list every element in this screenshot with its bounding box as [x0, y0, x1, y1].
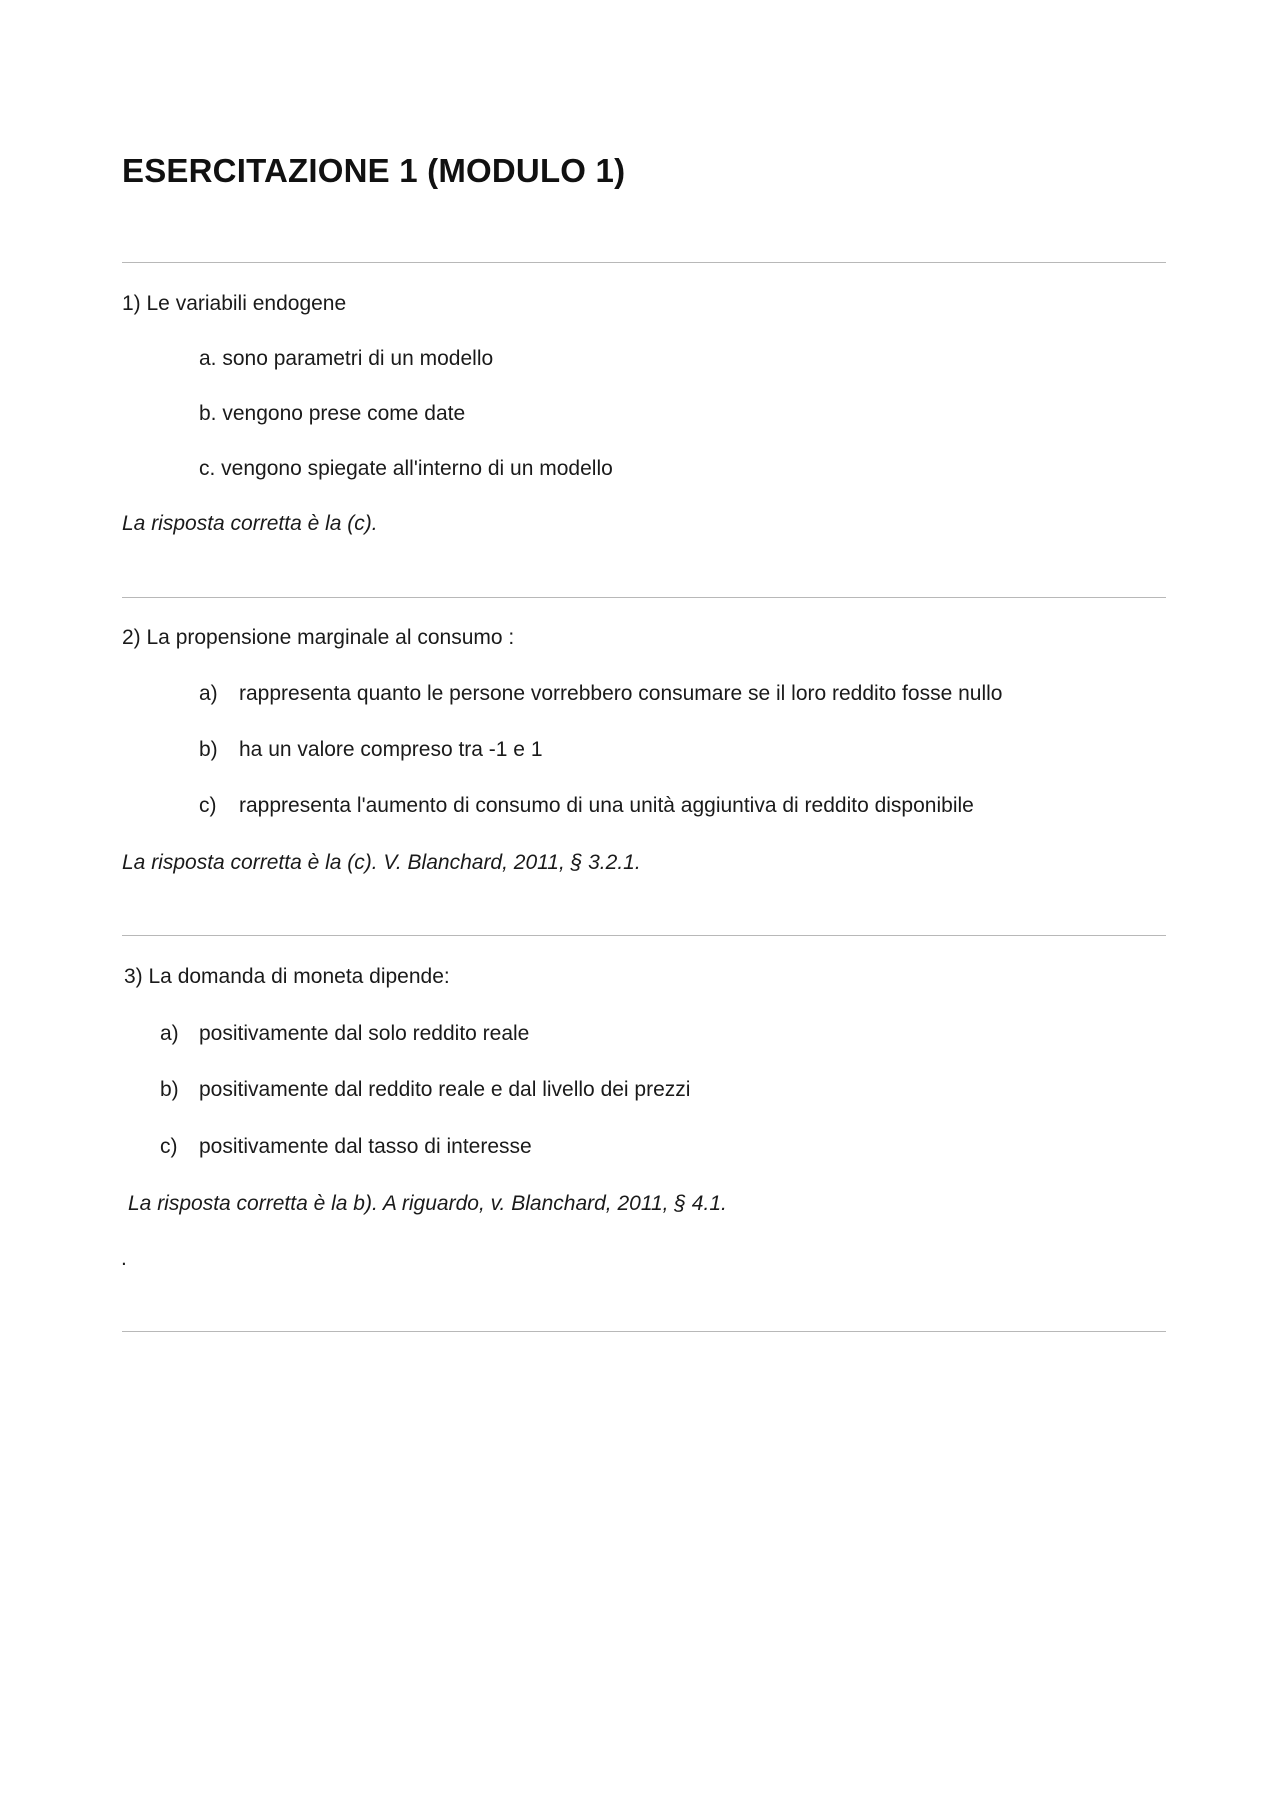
question-3-option-b-marker: b) [160, 1078, 179, 1101]
question-3-text: 3) La domanda di moneta dipende: [124, 965, 450, 988]
question-2-option-c: rappresenta l'aumento di consumo di una unità aggiuntiva di reddito disponibile [239, 794, 974, 817]
question-3-answer: La risposta corretta è la b). A riguardo, v. Blanchard, 2011, § 4.1. [128, 1192, 727, 1215]
question-2-option-b: ha un valore compreso tra -1 e 1 [239, 738, 543, 761]
question-1-answer: La risposta corretta è la (c). [122, 512, 378, 535]
question-1-text: 1) Le variabili endogene [122, 292, 347, 315]
question-1-option-c: c. vengono spiegate all'interno di un modello [199, 457, 613, 480]
question-2-option-b-marker: b) [199, 738, 218, 761]
question-3-option-a: positivamente dal solo reddito reale [199, 1022, 530, 1045]
question-3-option-a-marker: a) [160, 1022, 179, 1045]
question-2-option-c-marker: c) [199, 794, 217, 817]
question-3-option-c-marker: c) [160, 1135, 178, 1158]
question-3-option-b: positivamente dal reddito reale e dal livello dei prezzi [199, 1078, 691, 1101]
question-2-option-a-marker: a) [199, 682, 218, 705]
question-1-option-b: b. vengono prese come date [199, 402, 466, 425]
trailing-period: . [121, 1247, 127, 1270]
page-title: ESERCITAZIONE 1 (MODULO 1) [122, 152, 626, 189]
divider [122, 1331, 1166, 1332]
divider [122, 935, 1166, 936]
question-2-option-a: rappresenta quanto le persone vorrebbero consumare se il loro reddito fosse nullo [239, 682, 1003, 705]
divider [122, 597, 1166, 598]
question-1-option-a: a. sono parametri di un modello [199, 347, 494, 370]
divider [122, 262, 1166, 263]
question-3-option-c: positivamente dal tasso di interesse [199, 1135, 532, 1158]
question-2-answer: La risposta corretta è la (c). V. Blanchard, 2011, § 3.2.1. [122, 851, 641, 874]
question-2-text: 2) La propensione marginale al consumo : [122, 626, 515, 649]
